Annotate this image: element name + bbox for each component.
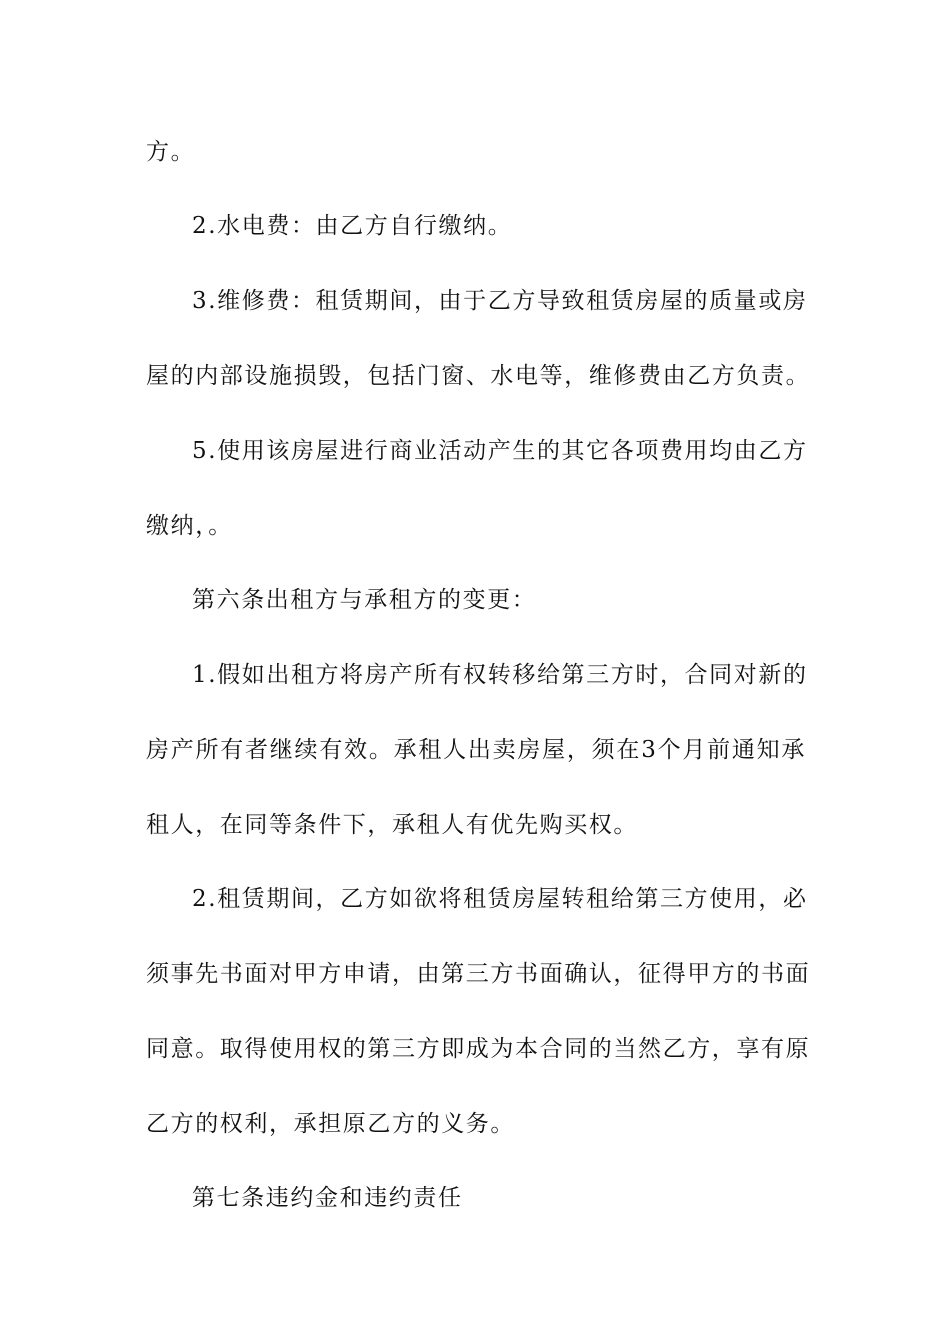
paragraph-line: 同意。取得使用权的第三方即成为本合同的当然乙方，享有原 <box>146 1036 811 1062</box>
paragraph-line: 房产所有者继续有效。承租人出卖房屋，须在3个月前通知承 <box>146 737 806 763</box>
paragraph-line: 1.假如出租方将房产所有权转移给第三方时，合同对新的 <box>192 662 808 688</box>
paragraph-line: 屋的内部设施损毁，包括门窗、水电等，维修费由乙方负责。 <box>146 363 811 389</box>
paragraph-line: 3.维修费：租赁期间，由于乙方导致租赁房屋的质量或房 <box>192 288 808 314</box>
paragraph-line: 须事先书面对甲方申请，由第三方书面确认，征得甲方的书面 <box>146 961 811 987</box>
paragraph-line: 缴纳，。 <box>146 513 233 539</box>
paragraph-line: 2.水电费：由乙方自行缴纳。 <box>192 213 513 239</box>
paragraph-line: 5.使用该房屋进行商业活动产生的其它各项费用均由乙方 <box>192 438 808 464</box>
section-heading: 第六条出租方与承租方的变更： <box>192 587 537 613</box>
paragraph-line: 乙方的权利，承担原乙方的义务。 <box>146 1111 515 1137</box>
paragraph-line: 方。 <box>146 139 196 165</box>
paragraph-line: 租人，在同等条件下，承租人有优先购买权。 <box>146 812 638 838</box>
paragraph-line: 2.租赁期间，乙方如欲将租赁房屋转租给第三方使用，必 <box>192 886 808 912</box>
section-heading: 第七条违约金和违约责任 <box>192 1185 463 1211</box>
